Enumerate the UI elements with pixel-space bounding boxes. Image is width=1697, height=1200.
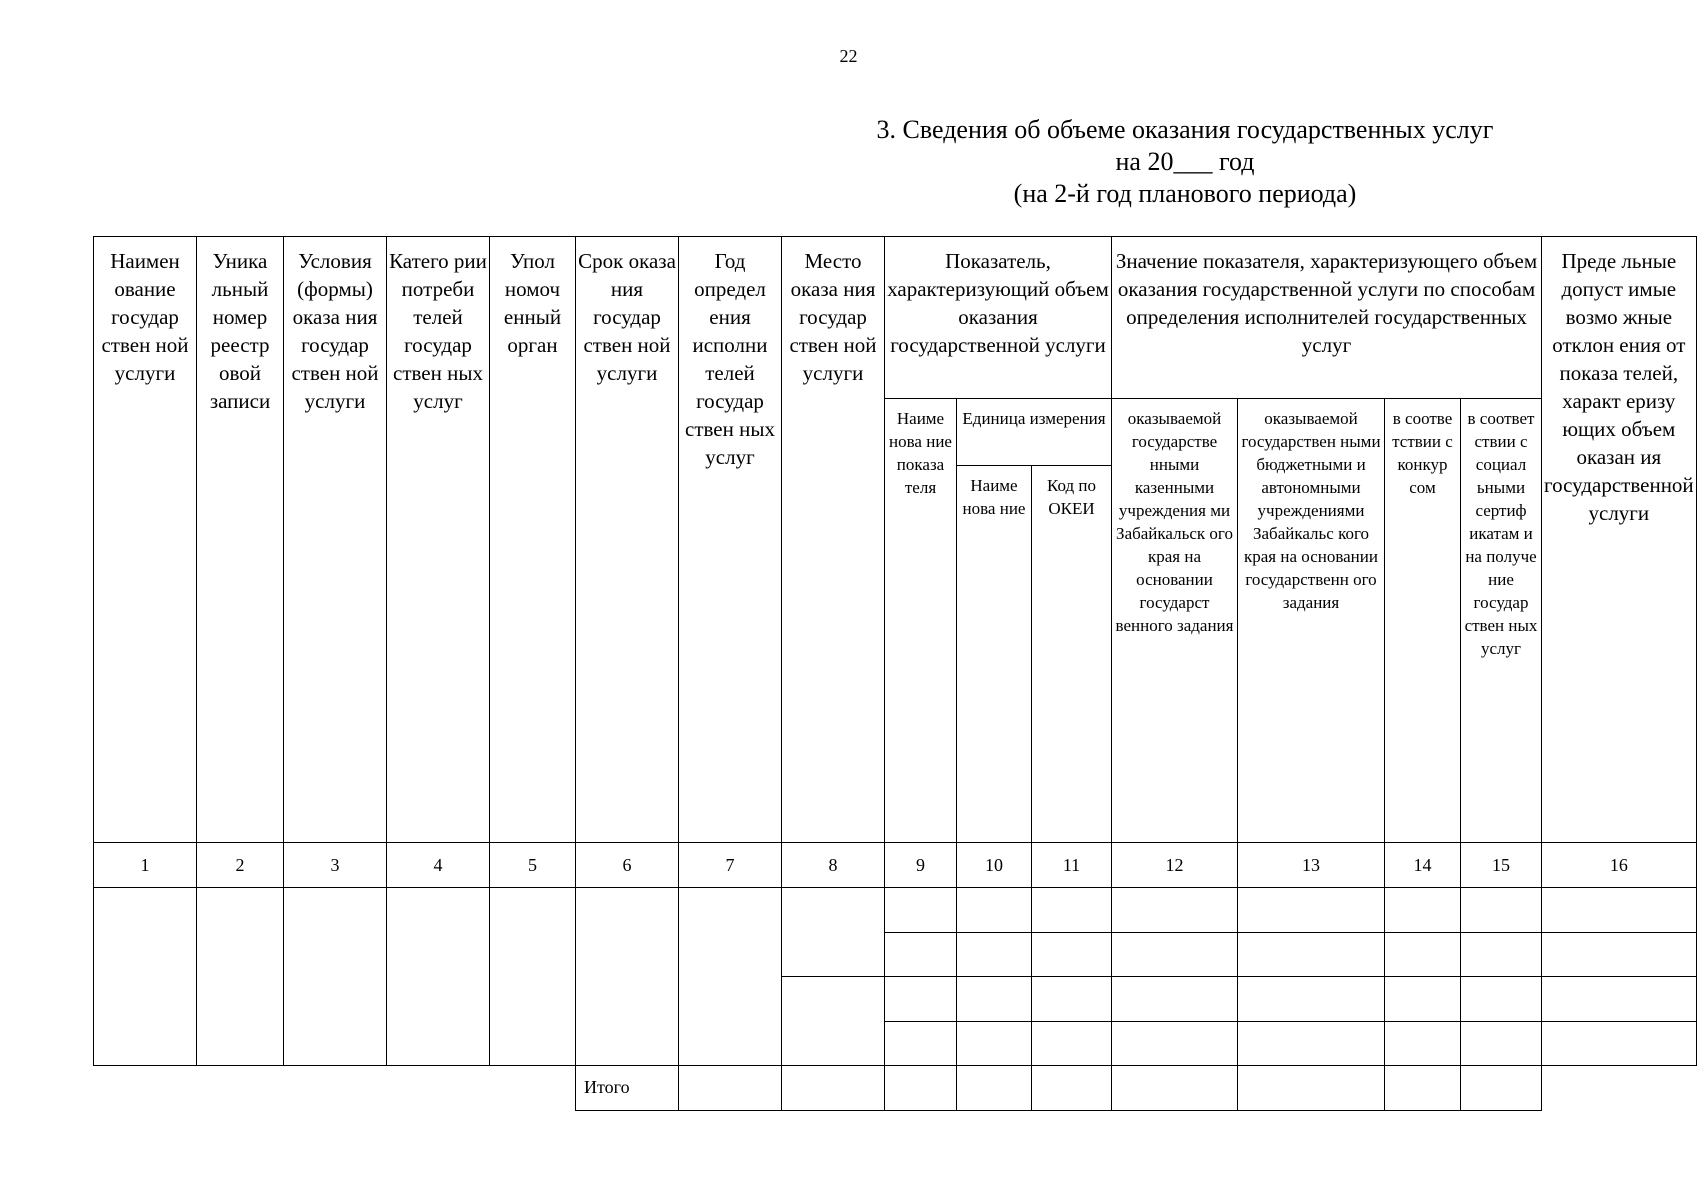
table-cell [1385,888,1461,933]
column-number: 4 [387,843,490,888]
table-cell [885,977,957,1022]
table-cell [782,888,885,977]
column-number: 12 [1112,843,1238,888]
table-cell [284,888,387,1066]
table-cell [1385,977,1461,1022]
column-number: 1 [94,843,197,888]
header-allowed-deviations: Преде льные допуст имые возмо жные отклон ения от показа телей, характ еризу ющих объем оказан ия государственной услуги [1542,237,1697,843]
table-cell [1032,888,1112,933]
column-number: 15 [1461,843,1542,888]
header-executor-year: Год определ ения исполни телей государ ствен ных услуг [679,237,782,843]
table-cell [957,932,1032,977]
table-cell [197,888,284,1066]
table-cell [957,1021,1032,1066]
table-cell [1238,888,1385,933]
table-cell [1542,977,1697,1022]
header-service-term: Срок оказа ния государ ствен ной услуги [576,237,679,843]
table-cell [1112,932,1238,977]
table-cell [490,888,576,1066]
header-registry-number: Уника льный номер реестр овой записи [197,237,284,843]
column-number: 5 [490,843,576,888]
table-cell [1461,1021,1542,1066]
column-number: 7 [679,843,782,888]
table-cell [1238,1021,1385,1066]
page-number: 22 [839,46,858,66]
header-service-conditions: Условия (формы) оказа ния государ ствен ной услуги [284,237,387,843]
table-cell [1032,932,1112,977]
table-cell [1112,1021,1238,1066]
table-cell [1032,977,1112,1022]
table-cell [1112,977,1238,1022]
header-by-certificates: в соответ ствии с социал ьными сертиф икатам и на получе ние государ ствен ных услуг [1461,399,1542,843]
table-cell [957,977,1032,1022]
header-by-tender: в соотве тствии с конкур сом [1385,399,1461,843]
header-service-name: Наимен ование государ ствен ной услуги [94,237,197,843]
table-cell [1238,977,1385,1022]
table-cell [957,1066,1032,1111]
table-cell [885,888,957,933]
table-cell [1112,888,1238,933]
blank-area [94,1066,576,1111]
header-indicator-name: Наиме нова ние показа теля [885,399,957,843]
column-number: 2 [197,843,284,888]
table-cell [1032,1066,1112,1111]
table-cell [1542,888,1697,933]
section-title [516,114,1697,210]
table-cell [679,888,782,1066]
header-authorized-body: Упол номоч енный орган [490,237,576,843]
header-okei-code: Код по ОКЕИ [1032,466,1112,843]
header-value-group: Значение показателя, характеризующего объем оказания государственной услуги по способам определения исполнителей государственных услуг [1112,237,1542,399]
column-number: 3 [284,843,387,888]
table-cell [1385,1021,1461,1066]
header-budget-institutions: оказываемой государствен ными бюджетными и автономными учреждениями Забайкальс кого края на основании государственн ого задания [1238,399,1385,843]
column-number: 10 [957,843,1032,888]
table-cell [885,932,957,977]
table-cell [1461,932,1542,977]
table-cell [387,888,490,1066]
total-label: Итого [576,1066,679,1111]
column-number: 9 [885,843,957,888]
title-line-3: (на 2-й год планового периода) [1013,179,1357,208]
table-cell [1238,1066,1385,1111]
column-number: 13 [1238,843,1385,888]
header-unit-name: Наиме нова ние [957,466,1032,843]
table-cell [1385,1066,1461,1111]
title-line-2: на 20___ год [1115,147,1255,176]
table-cell [1238,932,1385,977]
column-number: 6 [576,843,679,888]
header-service-place: Место оказа ния государ ствен ной услуги [782,237,885,843]
title-line-1: 3. Сведения об объеме оказания государственных услуг [876,115,1494,144]
table-cell [782,1066,885,1111]
total-row [94,1066,1697,1111]
table-cell [576,888,679,1066]
column-number: 14 [1385,843,1461,888]
header-indicator-group: Показатель, характеризующий объем оказания государственной услуги [885,237,1112,399]
column-number: 16 [1542,843,1697,888]
header-state-institutions: оказываемой государстве нными казенными учреждения ми Забайкальск ого края на основании государст венного задания [1112,399,1238,843]
table-cell [94,888,197,1066]
table-cell [885,1021,957,1066]
table-cell [957,888,1032,933]
table-cell [1461,1066,1542,1111]
table-cell [1385,932,1461,977]
column-number: 8 [782,843,885,888]
services-volume-table [93,236,1697,1111]
column-number: 11 [1032,843,1112,888]
table-cell [1112,1066,1238,1111]
table-cell [782,977,885,1066]
table-cell [1461,977,1542,1022]
header-unit-group: Единица измерения [957,399,1112,466]
table-cell [885,1066,957,1111]
table-cell [1542,1021,1697,1066]
table-cell [1542,932,1697,977]
header-consumer-categories: Катего рии потреби телей государ ствен ных услуг [387,237,490,843]
table-cell [1461,888,1542,933]
table-cell [1032,1021,1112,1066]
table-row [94,888,1697,933]
table-cell [679,1066,782,1111]
blank-area [1542,1066,1697,1111]
